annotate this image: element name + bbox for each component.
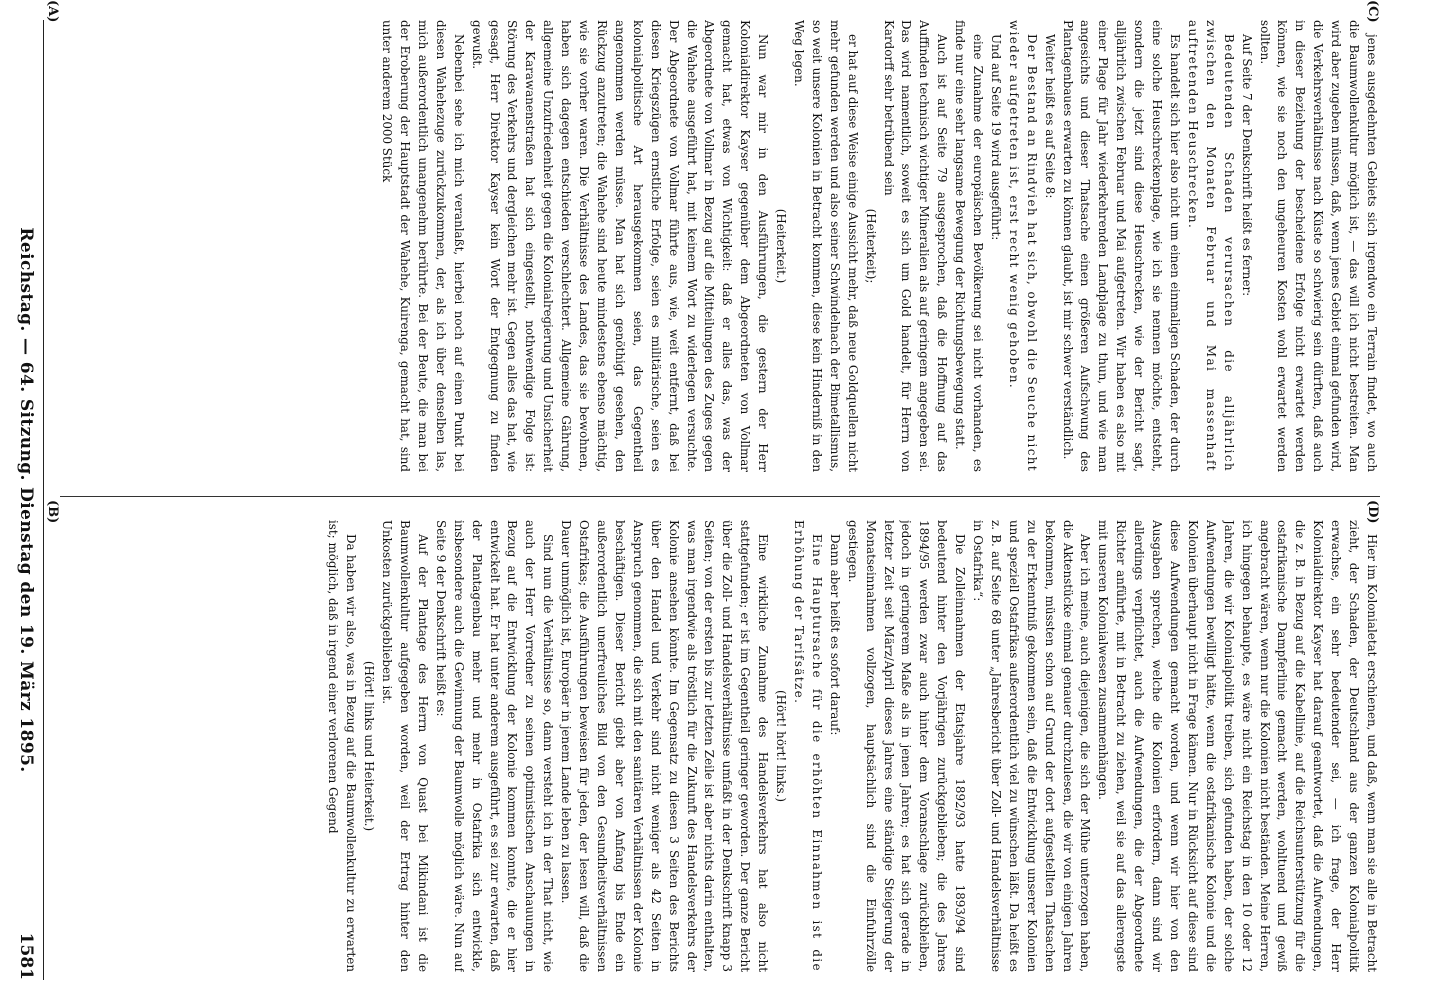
paragraph: Aber ich meine, auch diejenigen, die sich der Mühe unterzogen haben, die Aktenstücke einmal genauer durchzulesen, die wir von einigen Jahren bekommen, müssten schon auf Grund der dort aufgestellten Thatsachen zu der Erkenntniß gekommen sein, daß die Entwicklung unserer Kolonien und speziell Ostafrikas außerordentlich viel zu wünschen läßt. Da heißt es z. B. auf Seite 68 unter „Jahresbericht über Zoll- und Handelsverhältnisse in Ostafrika“: (971, 520, 1093, 972)
quote-spaced: Eine Hauptursache für die erhöhten Einnahmen ist die Erhöhung der Tarifsätze. (792, 520, 824, 972)
header-rule (43, 20, 44, 980)
margin-marker-d: (D) (1365, 500, 1380, 524)
column-divider (60, 496, 1380, 497)
paragraph: Sind nun die Verhältnisse so, dann versteht ich in der That nicht, wie auch der Herr Vorredner zu seinen optimistischen Anschauungen in Bezug auf die Entwicklung der Kolonie kommen konnte, die er hier entwickelt hat. Er hat unter anderem ausgeführt, es sei zur erwarten, daß der Plantagenbau mehr und mehr in Ostafrika sich entwickle, insbesondere auch die Gewinnung der Baumwolle möglich wäre. Nun auf Seite 9 der Denkschrift heißt es: (433, 520, 556, 972)
column-right (60, 20, 1380, 472)
paragraph: Da haben wir also, was in Bezug auf die Baumwollenkultur zu erwarten ist; möglich, daß in irgend einer verlorenen Gegend (326, 520, 359, 972)
paragraph: er hat auf diese Weise einige Aussicht mehr, daß neue Goldquellen nicht mehr gefunden werden und also seiner Schwindelnach der Bimetallismus, so weit unsere Kolonien in Betracht kommen, diese kein Hinderniß in den Weg legen. (792, 20, 860, 472)
paragraph: Auf Seite 7 der Denkschrift heißt es ferner: (1239, 34, 1254, 297)
interjection: (Hört! links und Heiterkeit.) (362, 660, 377, 832)
paragraph: Dann aber heißt es sofort darauf: (827, 534, 842, 736)
quote-spaced: Der Bestand an Rindvieh hat sich, obwohl die Seuche nicht wieder aufgetreten ist, erst recht wenig gehoben. (1006, 20, 1039, 472)
quote: Die Zolleinnahmen der Etatsjahre 1892/93 hatte 1893/94 sind bedeutend hinter den Vorjährigen zurückgeblieben; die des Jahres 1894/95 werden zwar auch hinter dem Voranschlage zurückbleiben, jedoch in geringerem Maße als in jenen Jahren; es hat sich gerade in letzter Zeit seit März/April dieses Jahres eine ständige Steigerung der Monatseinnahmen vollzogen, hauptsächlich sind die Einfuhrzölle gestiegen. (845, 520, 968, 972)
paragraph: Eine wirkliche Zunahme des Handelsverkehrs hat also nicht stattgefunden; er ist im Gegentheil geringer geworden. Der ganze Bericht über die Zoll- und Handelsverhältnisse umfaßt in der Denkschrift knapp 3 Seiten; von der ersten bis zur letzten Zeile ist aber nichts darin enthalten, was man irgendwie als tröstlich für die Zukunft des Handelsverkehrs der Kolonie ansehen könnte. Im Gegensatz zu diesen 3 Seiten des Berichts über den Handel und Verkehr sind nicht weniger als 42 Seiten in Anspruch genommen, die sich mit den sanitären Verhältnissen der Kolonie beschäftigen. Dieser Bericht giebt aber von Anfang bis Ende ein außerordentlich unerfreuliches Bild von den Gesundheitsverhältnissen Ostafrikas; die Ausführungen beweisen für jeden, der lesen will, daß die Dauer unmöglich ist, Europäer in jenem Lande leben zu lassen. (559, 520, 771, 972)
margin-marker-c: (C) (1365, 0, 1380, 23)
paragraph: Weiter heißt es auf Seite 8: (1042, 34, 1057, 199)
paragraph: jenes ausgedehnten Gebiets sich irgendwo ein Terrain findet, wo auch die Baumwollenkultur möglich ist, — das will ich nicht bestreiten. Man wird aber zugeben müssen, daß, wenn jenes Gebiet einmal gefunden wird, die Verkehrsverhältnisse nach Küste so schwierig sein dürften, daß auch in dieser Beziehung der bescheidene Erfolge nicht erwartet werden können, wie sie noch den ungeheuren Kosten wohl erwartet werden sollten. (1257, 20, 1379, 472)
quote: eine Zunahme der europäischen Bevölkerung sei nicht vorhanden, es finde nur eine sehr langsame Bewegung der Richtungsbewegung statt. (953, 20, 986, 472)
paragraph: Nun war mir in den Ausführungen, die gestern der Herr Kolonialdirektor Kayser gegenüber dem Abgeordneten von Vollmar gemacht hat, etwas von Wichtigkeit: daß er alles das, was der Abgeordnete von Vollmar in Bezug auf die Mitteilungen des Zuges gegen die Wahehe ausgeführt hat, mit keinem Wort zu widerlegen versuchte. Der Abgeordnete von Vollmar führte aus, wie, weit entfernt, daß bei diesen Kriegszügen ernstliche Erfolge, seien es militärische, seien es kolonialpolitische Art herausgekommen seien, das Gegentheil angenommen werden müsse. Man hat sich genöthigt gesehen, den Rückzug anzutreten; die Wahehe sind heute mindestens ebenso mächtig, wie sie vorher waren. Die Verhältnisse des Landes, das sie bewohnen, haben sich dagegen entschieden verschlechtert. Allgemeine Gährung, allgemeine Unzufriedenheit gegen die Kolonialregierung und Unsicherheit der Karawanenstraßen hat sich eingestellt, nothwendige Folge ist: Störung des Verkehrs und dergleichen mehr ist. Gegen alles das hat, wie gesagt, Herr Direktor Kayser kein Wort der Entgegnung zu finden gewußt. (469, 20, 771, 472)
interjection: (Heiterkeit); (863, 208, 878, 284)
paragraph: Es handelt sich hier also nicht um einen einmaligen Schaden, der durch eine solche Heuschreckenplage, wie ich sie nennen möchte, entsteht, sondern die jetzt sind diese Heuschrecken, wie der Bericht sagt, alljährlich zwischen Februar und Mai aufgetreten. Wir haben es also mit einer Plage für Jahr wiederkehrenden Landplage zu thun, und wie man angesichts und dieser Thatsache einen größeren Aufschwung des Plantagenbaues erwarten zu können glaubt, ist mir schwer verständlich. (1060, 20, 1183, 472)
interjection: (Heiterkeit.) (774, 208, 789, 284)
interjection: (Hört! hört! links.) (774, 689, 789, 802)
paragraph: Und auf Seite 19 wird ausgeführt: (988, 34, 1003, 241)
quote: Auf der Plantage des Herrn von Quast bei Mikindani ist die Baumwollenkultur aufgegeben worden, weil der Ertrag hinter den Unkosten zurückgeblieben ist. (380, 520, 430, 972)
page-header (0, 0, 40, 1000)
running-title: Reichstag. — 64. Sitzung. Dienstag den 19. März 1895. (16, 227, 36, 773)
paragraph: Hier im Kolonialetat erschienen, und daß, wenn man sie alle in Betracht zieht, der Schaden, der Deutschland aus der ganzen Kolonialpolitik erwachse, ein sehr bedeutender sei, — ich frage, der Herr Kolonialdirektor Kayser hat darauf geantwortet, daß die Aufwendungen, die z. B. in Bezug auf die Kabellinie, auf die Reichsunterstützung für die ostafrikanische Dampferlinie gemacht werden, wohltuend und gewiß angebracht wären, wenn nur die Kolonien nicht beständen. Meine Herren, ich hingegen behaupte, es wäre nicht ein Reichstag in den 10 oder 12 Jahren, die wir Kolonialpolitik treiben, sich gefunden haben, der solche Aufwendungen bewilligt hätte, wenn die ostafrikanische Kolonie und die Kolonien überhaupt nicht in Frage kämen. Nur in Rücksicht auf diese sind diese Aufwendungen gemacht worden, und wenn wir hier von den Ausgaben sprechen, welche die Kolonien erfordern, dann sind wir allerdings verpflichtet, auch die Aufwendungen, die der Abgeordnete Richter anführte, mit in Betracht zu ziehen, weil sie auf das allerengste mit unseren Kolonialwesen zusammenhängen. (1096, 520, 1379, 972)
page-number: 1581 (16, 932, 36, 980)
paragraph: Nebenbei sehe ich mich veranlaßt, hierbei noch auf einen Punkt bei diesen Wahehezuge zurückzukommen, der, als ich über denselben las, mich außerordentlich unangenehm berührte. Bei der Beute, die man bei der Eroberung der Hauptstadt der Wahehe, Kuirenga, gemacht hat, sind unter anderem 2000 Stück (380, 20, 466, 472)
quote-spaced: Bedeutenden Schaden verursachen die alljährlich zwischen den Monaten Februar und Mai massenhaft auftretenden Heuschrecken. (1185, 20, 1236, 472)
margin-marker-a: (A) (45, 0, 60, 23)
column-left (60, 520, 1380, 972)
paragraph: Auch ist auf Seite 79 ausgesprochen, daß die Hoffnung auf das Auffinden technisch wichtiger Mineralien als auf geringem angegeben sei. Das wird namentlich, soweit es sich um Gold handelt, für Herrn von Kardorff sehr betrübend sein (881, 20, 950, 472)
margin-marker-b: (B) (45, 500, 60, 524)
